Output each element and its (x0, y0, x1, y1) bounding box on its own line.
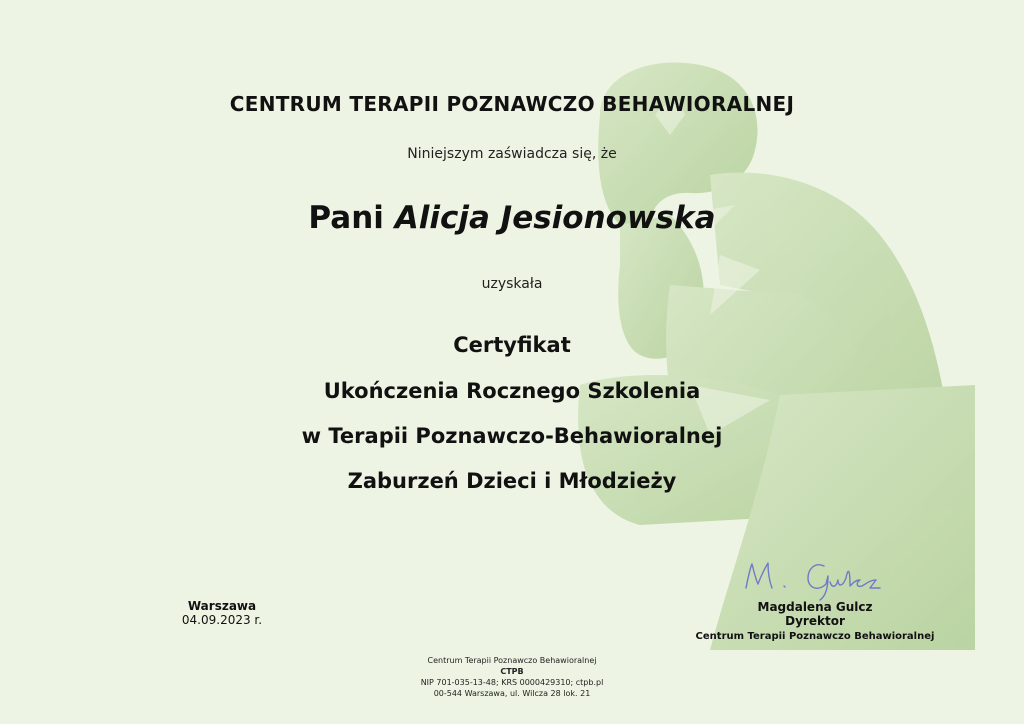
footer (362, 655, 662, 699)
certificate-line: w Terapii Poznawczo-Behawioralnej (301, 424, 723, 448)
certificate-line: Ukończenia Rocznego Szkolenia (323, 379, 701, 403)
handwritten-signature (738, 558, 888, 602)
certificate-line: Zaburzeń Dzieci i Młodzieży (347, 469, 677, 493)
footer-organization: Centrum Terapii Poznawczo Behawioralnej (427, 656, 597, 665)
issue-date: 04.09.2023 r. (181, 613, 263, 627)
signer-name: Magdalena Gulcz (757, 600, 873, 614)
intro-text: Niniejszym zaświadcza się, że (407, 146, 617, 162)
obtained-text: uzyskała (481, 276, 543, 292)
footer-abbreviation: CTPB (500, 667, 524, 676)
city: Warszawa (187, 599, 257, 613)
recipient-name: Alicja Jesionowska (394, 200, 716, 236)
footer-registry: NIP 701-035-13-48; KRS 0000429310; ctpb.pl (420, 678, 604, 687)
certificate-title: Certyfikat (453, 333, 571, 357)
signer-block (690, 600, 940, 644)
salutation: Pani (308, 200, 384, 236)
place-and-date (160, 599, 284, 627)
signer-organization: Centrum Terapii Poznawczo Behawioralnej (695, 631, 935, 642)
footer-address: 00-544 Warszawa, ul. Wilcza 28 lok. 21 (433, 689, 591, 698)
organization-title: CENTRUM TERAPII POZNAWCZO BEHAWIORALNEJ (229, 92, 795, 116)
recipient (0, 200, 1024, 236)
signer-role: Dyrektor (785, 614, 845, 628)
